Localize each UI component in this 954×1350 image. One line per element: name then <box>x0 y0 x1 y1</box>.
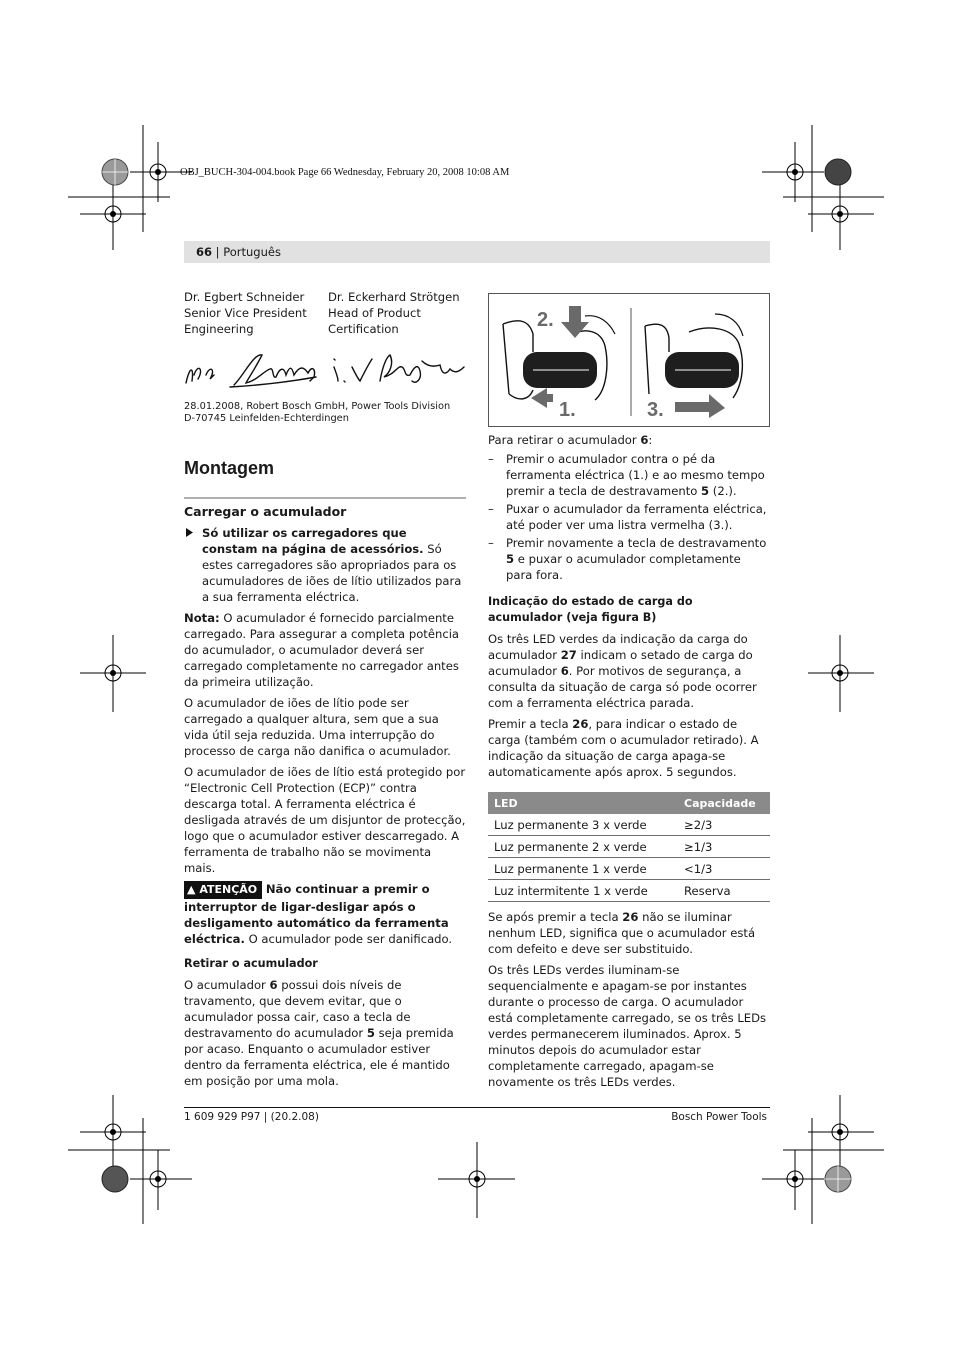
ind-p2-n: 26 <box>572 717 589 731</box>
indicator-heading: Indicação do estado de carga do acumulador (veja figura B) <box>488 595 693 624</box>
battery-left-icon <box>503 316 615 400</box>
warning-badge-label: ATENÇÃO <box>199 883 258 896</box>
charge-note <box>184 610 466 690</box>
step1-a: Premir o acumulador contra o pé da ferramenta eléctrica (1.) e ao mesmo tempo premir a tecla de destravamento <box>506 452 765 498</box>
figure-step-1: 1. <box>559 399 576 421</box>
table-row <box>488 880 770 902</box>
dash: – <box>488 536 494 550</box>
signatories <box>184 289 466 337</box>
handwritten-signatures <box>184 345 466 395</box>
remove-num-5: 5 <box>366 1026 375 1040</box>
footer-left: 1 609 929 P97 | (20.2.08) <box>184 1111 319 1123</box>
figure-step-2: 2. <box>537 309 554 331</box>
steps-intro <box>488 432 770 448</box>
table-cell: Reserva <box>678 880 770 902</box>
dash: – <box>488 502 494 516</box>
section-title: Montagem <box>184 458 274 478</box>
print-job-info: OBJ_BUCH-304-004.book Page 66 Wednesday, February 20, 2008 10:08 AM <box>180 167 510 178</box>
sig-right-prefix: i.V. <box>334 381 336 382</box>
step1-num: 5 <box>701 484 710 498</box>
signatory-left-name: Dr. Egbert Schneider <box>184 290 305 304</box>
charge-bullet <box>184 525 466 605</box>
charge-warning <box>184 881 466 947</box>
removal-steps <box>488 451 770 583</box>
left-column <box>184 289 466 1089</box>
indicator-paragraph-3 <box>488 909 770 957</box>
charge-paragraph-3: O acumulador de iões de lítio está protegido por “Electronic Cell Protection (ECP)” contra descarga total. A ferramenta eléctrica é desligada através de um disjuntor de protecção, logo que o acumulador estiver descarregado. A ferramenta de trabalho não se movimenta mais. <box>184 765 466 875</box>
steps-intro-a: Para retirar o acumulador <box>488 433 641 447</box>
table-row <box>488 858 770 880</box>
table-header-led: LED <box>488 792 678 814</box>
indicator-paragraph-4: Os três LEDs verdes iluminam-se sequencialmente e apagam-se por instantes durante o processo de carga. O acumulador está completamente carregado, se os três LEDs verdes permanecerem iluminados. Aprox. 5 minutos depois do acumulador estar completamente carregado, apagam-se novamente os três LEDs verdes. <box>488 963 767 1089</box>
warning-text: O acumulador pode ser danificado. <box>244 932 453 946</box>
signatory-right-dept: Certification <box>328 322 399 336</box>
warning-triangle-icon: ▲ <box>187 883 196 896</box>
ind-p3-b: não se iluminar nenhum LED, significa que o acumulador está com defeito e deve ser substituido. <box>488 910 756 956</box>
figure-step-3: 3. <box>647 399 664 421</box>
battery-right-icon <box>645 314 743 398</box>
table-cell: Luz permanente 2 x verde <box>488 836 678 858</box>
table-header-capacity: Capacidade <box>678 792 770 814</box>
table-cell: ≥2/3 <box>678 814 770 836</box>
table-row <box>488 836 770 858</box>
address-line-1: 28.01.2008, Robert Bosch GmbH, Power Tools Division <box>184 401 451 412</box>
steps-intro-num: 6 <box>640 433 649 447</box>
address-line-2: D-70745 Leinfelden-Echterdingen <box>184 413 349 424</box>
signatory-left-title: Senior Vice President <box>184 306 307 320</box>
warning-badge <box>184 881 262 899</box>
note-label: Nota: <box>184 611 220 625</box>
ind-p1-b: indicam o setado de carga do acumulador <box>488 648 753 678</box>
sig-left-prefix: ppa. <box>186 383 189 384</box>
indicator-paragraph-1 <box>488 631 770 711</box>
dash: – <box>488 452 494 466</box>
signatory-right <box>328 289 460 337</box>
charge-bullet-bold: Só utilizar os carregadores que constam na página de acessórios. <box>202 526 424 556</box>
charge-heading: Carregar o acumulador <box>184 504 347 519</box>
ind-p1-c: . Por motivos de segurança, a consulta da situação de carga só pode ocorrer com a ferramenta eléctrica parada. <box>488 664 757 710</box>
footer-rule <box>184 1107 770 1108</box>
table-cell: ≥1/3 <box>678 836 770 858</box>
step3-a: Premir novamente a tecla de destravamento <box>506 536 767 550</box>
battery-removal-illustration <box>489 294 769 426</box>
step2-text: Puxar o acumulador da ferramenta eléctrica, até poder ver uma listra vermelha (3.). <box>506 502 767 532</box>
remove-paragraph <box>184 977 466 1089</box>
table-cell: Luz permanente 3 x verde <box>488 814 678 836</box>
ind-p3-a: Se após premir a tecla <box>488 910 623 924</box>
ind-p1-n1: 27 <box>560 648 577 662</box>
table-cell: Luz intermitente 1 x verde <box>488 880 678 902</box>
ind-p3-n: 26 <box>622 910 639 924</box>
steps-intro-b: : <box>648 433 653 447</box>
page-header <box>184 241 770 263</box>
footer-right: Bosch Power Tools <box>671 1111 767 1123</box>
note-text: O acumulador é fornecido parcialmente carregado. Para assegurar a completa potência do acumulador, o acumulador deverá ser carregado completamente no carregador antes da primeira utilização. <box>184 611 460 689</box>
page-number: 66 <box>196 245 213 259</box>
removal-step-2 <box>488 501 770 533</box>
led-capacity-table <box>488 792 770 902</box>
warning-bold: Não continuar a premir o interruptor de ligar-desligar após o desligamento automático da ferramenta eléctrica. <box>184 882 449 946</box>
charge-paragraph-2: O acumulador de iões de lítio pode ser carregado a qualquer altura, sem que a sua vida útil seja reduzida. Uma interrupção do processo de carga não danifica o acumulador. <box>184 696 451 758</box>
header-language: Português <box>223 245 281 259</box>
section-divider <box>184 497 466 499</box>
removal-step-3 <box>488 535 770 583</box>
removal-step-1 <box>488 451 770 499</box>
charge-bullet-text: Só estes carregadores são apropriados para os acumuladores de iões de lítio utilizados para a sua ferramenta eléctrica. <box>202 542 462 604</box>
table-header-row <box>488 792 770 814</box>
signatory-right-name: Dr. Eckerhard Strötgen <box>328 290 460 304</box>
signatory-left <box>184 289 328 337</box>
ind-p1-n2: 6 <box>560 664 569 678</box>
signatory-right-title: Head of Product <box>328 306 421 320</box>
right-column <box>488 432 770 1090</box>
remove-heading: Retirar o acumulador <box>184 957 318 970</box>
header-separator: | <box>212 245 224 259</box>
step3-b: e puxar o acumulador completamente para fora. <box>506 552 741 582</box>
table-cell: <1/3 <box>678 858 770 880</box>
step3-num: 5 <box>506 552 515 566</box>
step1-b: (2.). <box>709 484 737 498</box>
remove-text-b: possui dois níveis de travamento, que devem evitar, que o acumulador possa cair, caso a tecla de destravamento do acumulador <box>184 978 411 1040</box>
indicator-paragraph-2 <box>488 716 770 780</box>
battery-removal-figure <box>488 293 770 427</box>
bullet-triangle-icon <box>186 528 194 537</box>
ind-p1-a: Os três LED verdes da indicação da carga do acumulador <box>488 632 748 662</box>
ind-p2-b: , para indicar o estado de carga (também com o acumulador retirado). A indicação da situação de carga apaga-se automaticamente após aprox. 5 segundos. <box>488 717 759 779</box>
table-row <box>488 814 770 836</box>
remove-num-6: 6 <box>269 978 278 992</box>
table-cell: Luz permanente 1 x verde <box>488 858 678 880</box>
remove-text-c: seja premida por acaso. Enquanto o acumulador estiver dentro da ferramenta eléctrica, ele é mantido em posição por uma mola. <box>184 1026 454 1088</box>
signatory-left-dept: Engineering <box>184 322 254 336</box>
remove-text-a: O acumulador <box>184 978 270 992</box>
company-address <box>184 401 466 425</box>
ind-p2-a: Premir a tecla <box>488 717 573 731</box>
